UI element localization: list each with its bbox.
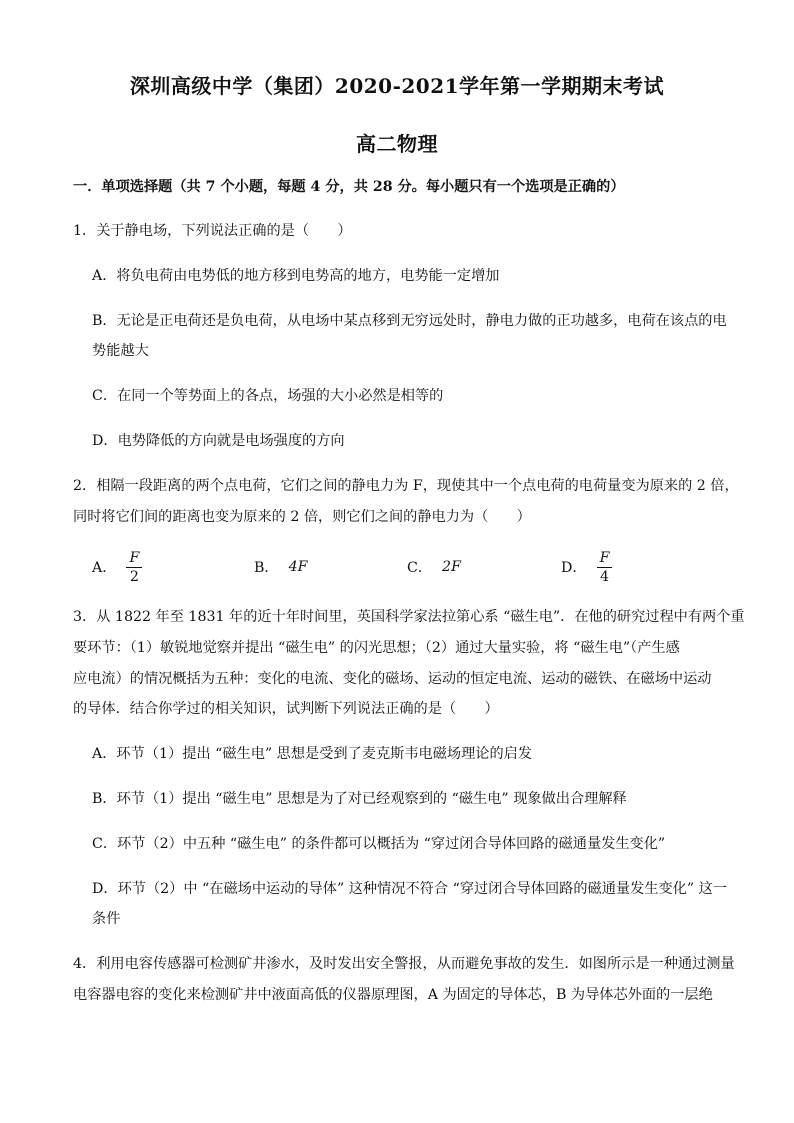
question-1-option-b-cont: 势能越大 (92, 343, 149, 359)
fraction-denominator: 4 (599, 568, 610, 585)
question-3-option-d-cont: 条件 (92, 911, 121, 927)
question-3-stem-cont-2: 应电流）的情况概括为五种：变化的电流、变化的磁场、运动的恒定电流、运动的磁铁、在磁场中运动 (73, 671, 712, 687)
question-2-option-c (407, 545, 461, 589)
exam-subject: 高二物理 (356, 132, 438, 156)
option-label: D． (561, 560, 587, 576)
option-label: C． (407, 560, 433, 576)
question-4-stem-cont: 电容器电容的变化来检测矿井中液面高低的仪器原理图，A 为固定的导体芯，B 为导体芯外面的一层绝 (73, 987, 713, 1003)
option-value: 4F (288, 559, 308, 575)
question-2-stem: 2．相隔一段距离的两个点电荷，它们之间的静电力为 F，现使其中一个点电荷的电荷量变为原来的 2 倍， (73, 478, 739, 494)
fraction-denominator: 2 (129, 568, 139, 585)
question-3-option-a: A．环节（1）提出 “磁生电” 思想是受到了麦克斯韦电磁场理论的启发 (92, 746, 533, 762)
fraction (126, 549, 142, 586)
section-heading: 一．单项选择题（共 7 个小题，每题 4 分，共 28 分。每小题只有一个选项是正确的） (73, 179, 625, 195)
question-4-stem: 4．利用电容传感器可检测矿井渗水，及时发出安全警报，从而避免事故的发生．如图所示是一种通过测量 (73, 956, 735, 972)
option-label: A． (92, 560, 117, 576)
question-1-option-d: D．电势降低的方向就是电场强度的方向 (92, 433, 345, 449)
question-1-option-b: B．无论是正电荷还是负电荷，从电场中某点移到无穷远处时，静电力做的正功越多，电荷在该点的电 (92, 313, 727, 329)
question-2-option-b (254, 545, 308, 589)
option-label: B． (254, 560, 279, 576)
question-3-stem-cont-3: 的导体．结合你学过的相关知识，试判断下列说法正确的是（ ） (73, 701, 499, 717)
question-2-options (92, 545, 732, 589)
question-1-option-a: A．将负电荷由电势低的地方移到电势高的地方，电势能一定增加 (92, 268, 500, 284)
question-3-stem: 3．从 1822 年至 1831 年的近十年时间里，英国科学家法拉第心系 “磁生电”．在他的研究过程中有两个重 (73, 609, 745, 625)
exam-title: 深圳高级中学（集团）2020-2021学年第一学期期末考试 (129, 74, 665, 98)
question-3-stem-cont-1: 要环节：（1）敏锐地觉察并提出 “磁生电” 的闪光思想；（2）通过大量实验，将 “磁生电”（产生感 (73, 640, 680, 656)
question-2-option-d (561, 545, 612, 589)
fraction (597, 549, 613, 586)
question-3-option-c: C．环节（2）中五种 “磁生电” 的条件都可以概括为 “穿过闭合导体回路的磁通量发生变化” (92, 836, 666, 852)
question-1-option-c: C．在同一个等势面上的各点，场强的大小必然是相等的 (92, 388, 444, 404)
fraction-numerator: F (597, 549, 613, 568)
question-1-stem: 1．关于静电场，下列说法正确的是（ ） (73, 223, 352, 239)
question-2-option-a (92, 545, 142, 589)
question-3-option-b: B．环节（1）提出 “磁生电” 思想是为了对已经观察到的 “磁生电” 现象做出合理解释 (92, 791, 627, 807)
question-3-option-d: D．环节（2）中 “在磁场中运动的导体” 这种情况不符合 “穿过闭合导体回路的磁通量发生变化” 这一 (92, 881, 727, 897)
option-value: 2F (442, 559, 461, 575)
question-2-stem-cont: 同时将它们间的距离也变为原来的 2 倍，则它们之间的静电力为（ ） (73, 509, 531, 525)
fraction-numerator: F (126, 549, 142, 568)
